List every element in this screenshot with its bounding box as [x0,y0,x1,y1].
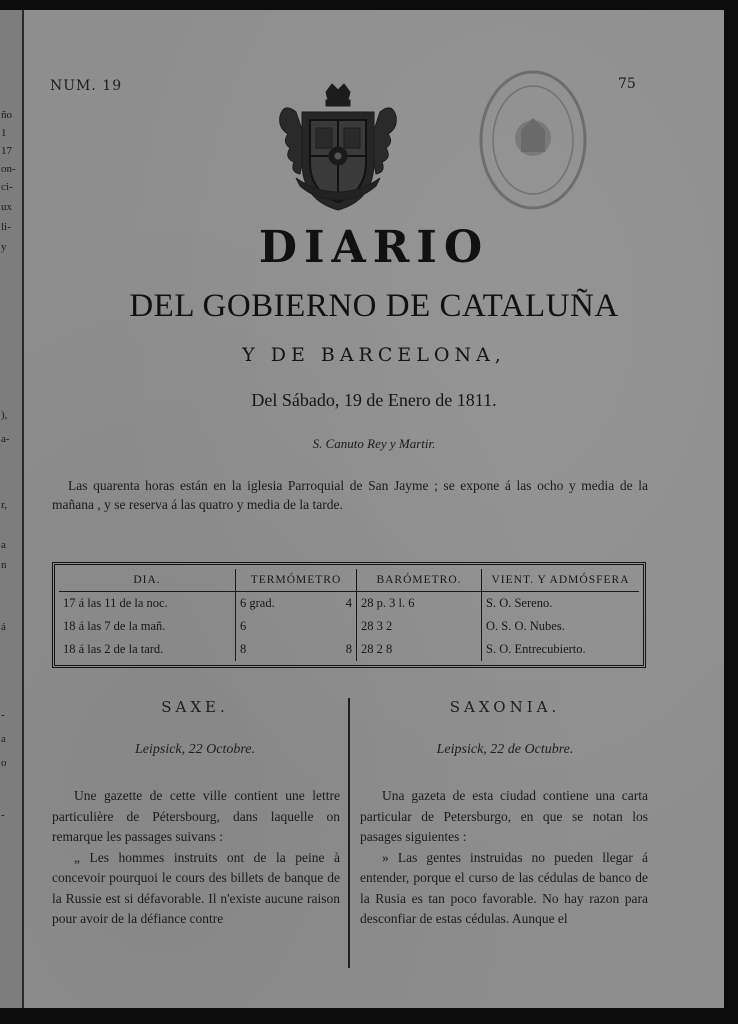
cell-dia: 17 á las 11 de la noc. [59,592,236,616]
article-spanish-para1-text: Una gazeta de esta ciudad contiene una carta particular de Petersburgo, en que se notan los pasages siguientes : [360,788,648,844]
adjacent-page-fragment: ci- [1,181,13,193]
cell-termometro [236,592,357,616]
cell-barometro: 28 3 2 [357,615,482,638]
adjacent-page-fragment: on- [1,163,16,175]
adjacent-page-fragment: - [1,709,5,721]
weather-table-header-row [59,569,639,592]
table-row [59,615,639,638]
cell-dia: 18 á las 7 de la mañ. [59,615,236,638]
cell-barometro: 28 p. 3 l. 6 [357,592,482,616]
article-spanish-para1 [360,786,648,848]
adjacent-page-fragment: n [1,559,7,571]
article-spanish-para2-text: » Las gentes instruidas no pueden llegar á entender, porque el curso de las cédulas de banco de la Rusia es tan poco favorable. No hay razon para desconfiar de estas cédulas. Aunque el [360,849,648,926]
article-french-para1-text: Une gazette de cette ville contient une lettre particulière de Pétersbourg, dans laquelle on remarque les passages suivans : [52,788,340,844]
adjacent-page-fragment: á [1,621,6,633]
dateline-spanish: Leipsick, 22 de Octubre. [436,742,574,757]
cell-viento: S. O. Entrecubierto. [486,642,586,656]
weather-table-frame [52,562,646,668]
article-french [52,786,340,930]
column-heading-french: SAXE. [161,698,229,716]
page-number: 75 [618,76,636,92]
cell-viento: O. S. O. Nubes. [486,619,565,634]
adjacent-page-fragment: y [1,241,7,253]
newspaper-page [24,10,724,1008]
adjacent-page-fragment: a [1,539,6,551]
article-french-para2 [52,848,340,930]
masthead-subtitle-city: Y DE BARCELONA, [242,344,506,366]
adjacent-page-fragment: 1 [1,127,7,139]
cell-barometro: 28 2 8 [357,638,482,661]
article-spanish [360,786,648,930]
termo-frac: 8 [345,642,352,656]
column-divider [348,698,350,968]
cell-dia: 18 á las 2 de la tard. [59,638,236,661]
adjacent-page-fragment: - [1,809,5,821]
adjacent-page-fragment: a- [1,433,10,445]
adjacent-page-fragment: o [1,757,7,769]
adjacent-page-fragment: ño [1,109,12,121]
termo-frac: 4 [345,596,352,611]
termo-value: 8 [240,642,247,656]
termo-value: 6 grad. [240,596,275,611]
adjacent-page-fragment: ), [1,409,8,421]
table-row [59,592,639,616]
church-notice-text: Las quarenta horas están en la iglesia Parroquial de San Jayme ; se expone á las ocho y media de la mañana , y se reserva á las quatro y media de la tarde. [52,478,648,512]
adjacent-page-fragment: li- [1,221,11,233]
saint-of-day: S. Canuto Rey y Martir. [312,436,436,451]
issue-number: NUM. 19 [50,78,123,94]
article-spanish-para2 [360,848,648,930]
adjacent-page-fragment: ux [1,201,12,213]
termo-value: 6 [240,619,247,634]
header-dia: DIA. [59,569,236,592]
dateline-french: Leipsick, 22 Octobre. [134,742,255,757]
issue-date: Del Sábado, 19 de Enero de 1811. [251,390,497,410]
adjacent-page-fragment: 17 [1,145,12,157]
cell-viento: S. O. Sereno. [486,596,553,611]
adjacent-page-fragment: r, [1,499,7,511]
article-french-para2-text: „ Les hommes instruits ont de la peine à concevoir pourquoi le cours des billets de banque de la Russie est si défavorable. Il n'existe aucune raison pour avoir de la défiance contre [52,849,340,926]
adjacent-page-edge [0,10,24,1008]
header-viento: VIENT. Y ADMÓSFERA [482,569,640,592]
header-termometro: TERMÓMETRO [236,569,357,592]
cell-termometro [236,638,357,661]
header-barometro: BARÓMETRO. [357,569,482,592]
cell-termometro [236,615,357,638]
adjacent-page-fragment: a [1,733,6,745]
table-row [59,638,639,661]
royal-crest-icon [276,82,400,216]
weather-table [59,569,639,661]
masthead-title: DIARIO [258,222,490,273]
column-heading-spanish: SAXONIA. [449,698,561,716]
library-stamp-icon [476,66,590,214]
article-french-para1 [52,786,340,848]
masthead-subtitle: DEL GOBIERNO DE CATALUÑA [129,288,619,324]
church-notice [52,476,648,514]
